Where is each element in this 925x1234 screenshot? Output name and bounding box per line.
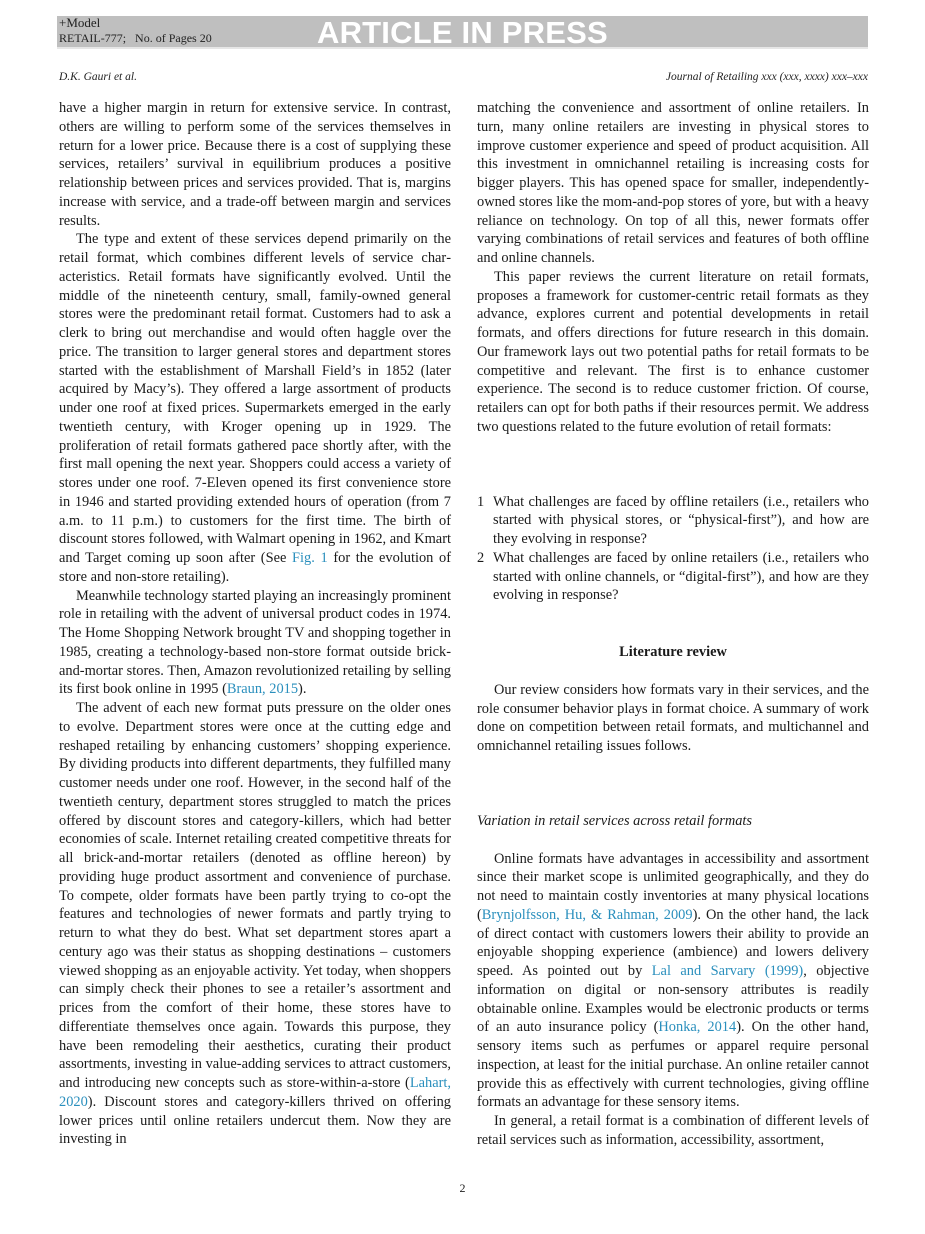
paragraph-text: Online formats have advantages in accessibility and assortment since their market scope is unlimited geographically, and they do not need to maintain costly inventories at many physical locations ( [477,850,869,923]
spacer [477,831,869,850]
citation-link[interactable]: Honka, 2014 [658,1019,737,1036]
page-count: No. of Pages 20 [135,31,212,45]
paragraph-text: , objective information on digital or non-sensory attributes is readily obtainable online. Examples would be electronic products or terms of an auto insurance policy ( [477,963,869,1036]
paragraph-text: ). Discount stores and category-killers thrived on offering lower prices until online retailers undercut them. Now they are investing in [59,1093,451,1148]
research-questions-list [477,493,869,606]
article-status: ARTICLE IN PRESS [317,15,608,50]
question-number: 2 [477,549,485,566]
citation-link[interactable]: Lahart, 2020 [59,1075,451,1110]
page-number: 2 [459,1181,466,1195]
citation-link[interactable]: Brynjolfsson, Hu, & Rahman, 2009 [481,906,693,923]
subsection-heading: Variation in retail services across retail formats [477,812,753,829]
model-label: +Model [59,15,101,30]
article-in-press-banner [57,16,868,49]
research-question [477,493,869,549]
running-head-authors: D.K. Gauri et al. [59,71,137,83]
paragraph [59,230,451,586]
paragraph: In general, a retail format is a combination of different levels of retail services such as information, accessibility, assortment, [477,1113,869,1148]
paragraph-text: ). On the other hand, sensory items such as perfumes or apparel require personal inspection, at least for the initial purchase. An online retailer cannot provide this as effectively with current technologies, giving offline formats an advantage for these sensory items. [477,1019,870,1111]
paragraph [59,587,451,700]
paragraph [59,699,451,1149]
paragraph: matching the convenience and assortment of online retailers. In turn, many online retailers are investing in physical stores to improve customer experience and speed of product acquisition. All this investment in omnichannel retailing is increasing costs for bigger players. This has opened space for smaller, independently-owned stores like the mom-and-pop stores of yore, but with a heavy reliance on technology. On top of all this, newer formats offer varying combinations of retail services and features of both offline and online channels. [477,100,869,266]
paragraph-text: ). On the other hand, the lack of direct contact with customers lowers their ability to provide an enjoyable shopping experience (ambience) and lowers delivery speed. As pointed out by [477,906,869,979]
paragraph: have a higher margin in return for extensive service. In contrast, others are willing to perform some of the services themselves in return for a lower price. Because there is a cost of supplying these services, retailers’ survival in equilibrium produces a positive relationship between prices and services provided. That is, margins increase with service, and a trade-off between margin and services results. [59,100,451,229]
spacer [477,662,869,681]
citation-link[interactable]: Braun, 2015 [226,681,299,698]
article-id: RETAIL-777; [59,31,127,45]
right-column [477,99,869,1150]
question-number: 1 [477,493,485,510]
paragraph-text: for the evolution of store and non-store retailing). [59,550,451,585]
paragraph-text: The type and extent of these services depend primarily on the retail format, which combines different levels of service characteristics. Retail formats have significantly evolved. Until the middle of the nineteenth century, small, family-owned general stores were the predominant retail format. Customers had to ask a clerk to bring out merchandise and would often haggle over the price. The transition to larger general stores and department stores started with the establishment of Marshall Field’s in 1852 (later acquired by Macy’s). They offered a large assortment of products under one roof at fixed prices. Supermarkets emerged in the early twentieth century, with Kroger opening up in 1929. The proliferation of retail formats gathered pace shortly after, with the first mall opening the next year. Shoppers could access a variety of stores under one roof. 7-Eleven opened its first convenience store in 1946 and started providing extended hours of operation (from 7 a.m. to 11 p.m.) to customers for the first time. The birth of discount stores followed, with Walmart opening in 1962, and Kmart and Target coming up soon after (See [59,231,451,566]
paragraph-text: Meanwhile technology started playing an increasingly prominent role in retailing with the advent of universal product codes in 1974. The Home Shopping Network brought TV and shopping together in 1985, creating a technology-based non-store format outside brick-and-mortar stores. Then, Amazon revolutionized retailing by selling its first book online in 1995 ( [59,587,451,698]
paragraph: Our review considers how formats vary in their services, and the role consumer behavior plays in format choice. A summary of work done on competition between retail formats, and multichannel and omnichannel retailing issues follows. [477,681,869,754]
spacer [477,437,869,493]
paragraph-text: ). [298,681,307,698]
paragraph [477,850,869,1113]
spacer [477,756,869,812]
spacer [477,605,869,643]
citation-link[interactable]: Lal and Sarvary (1999) [651,963,804,979]
paragraph: This paper reviews the current literature on retail formats, proposes a framework for customer-centric retail formats as they advance, explores current and potential developments in retail formats, and offers directions for future research in this domain. Our framework lays out two potential paths for retail formats to be competitive and relevant. The first is to enhance customer experience. The second is to reduce customer friction. Of course, retailers can opt for both paths if their resources permit. We address two questions related to the future evolution of retail formats: [477,268,869,435]
left-column [59,99,451,1149]
research-question [477,549,869,605]
question-text: What challenges are faced by offline retailers (i.e., retailers who started with physical stores, or “physical-first”), and how are they evolving in response? [493,493,869,547]
section-heading: Literature review [619,644,727,660]
figure-link[interactable]: Fig. 1 [292,550,328,566]
question-text: What challenges are faced by online retailers (i.e., retailers who started with online channels, or “digital-first”), and how are they evolving in response? [493,549,869,604]
running-head-journal: Journal of Retailing xxx (xxx, xxxx) xxx–xxx [665,71,868,83]
article-id-line [59,31,212,46]
paragraph-text: The advent of each new format puts pressure on the older ones to evolve. Department stores were once at the cutting edge and reshaped retailing by enhancing customers’ shopping experience. By dividing products into different departments, they fulfilled many customer needs under one roof. However, in the second half of the twentieth century, department stores struggled to match the prices offered by discount stores and category-killers, which had better economies of scale. Internet retailing created competitive threats for all brick-and-mortar retailers (denoted as offline hereon) by providing huge product assortment and convenience of purchase. To compete, older formats have been partly trying to co-opt the features and technologies of newer formats and partly trying to return to what they do best. What set department stores apart a century ago was their status as shopping destinations – customers viewed shopping as an enjoyable activity. Yet today, when shoppers can simply check their phones to see a retailer’s assortment and prices from the comfort of their home, these stores have to differentiate themselves once again. Towards this purpose, they have been remodeling their aesthetics, curating their product assortments, investing in value-adding services to attract customers, and introducing new concepts such as store-within-a-store ( [59,700,451,1091]
